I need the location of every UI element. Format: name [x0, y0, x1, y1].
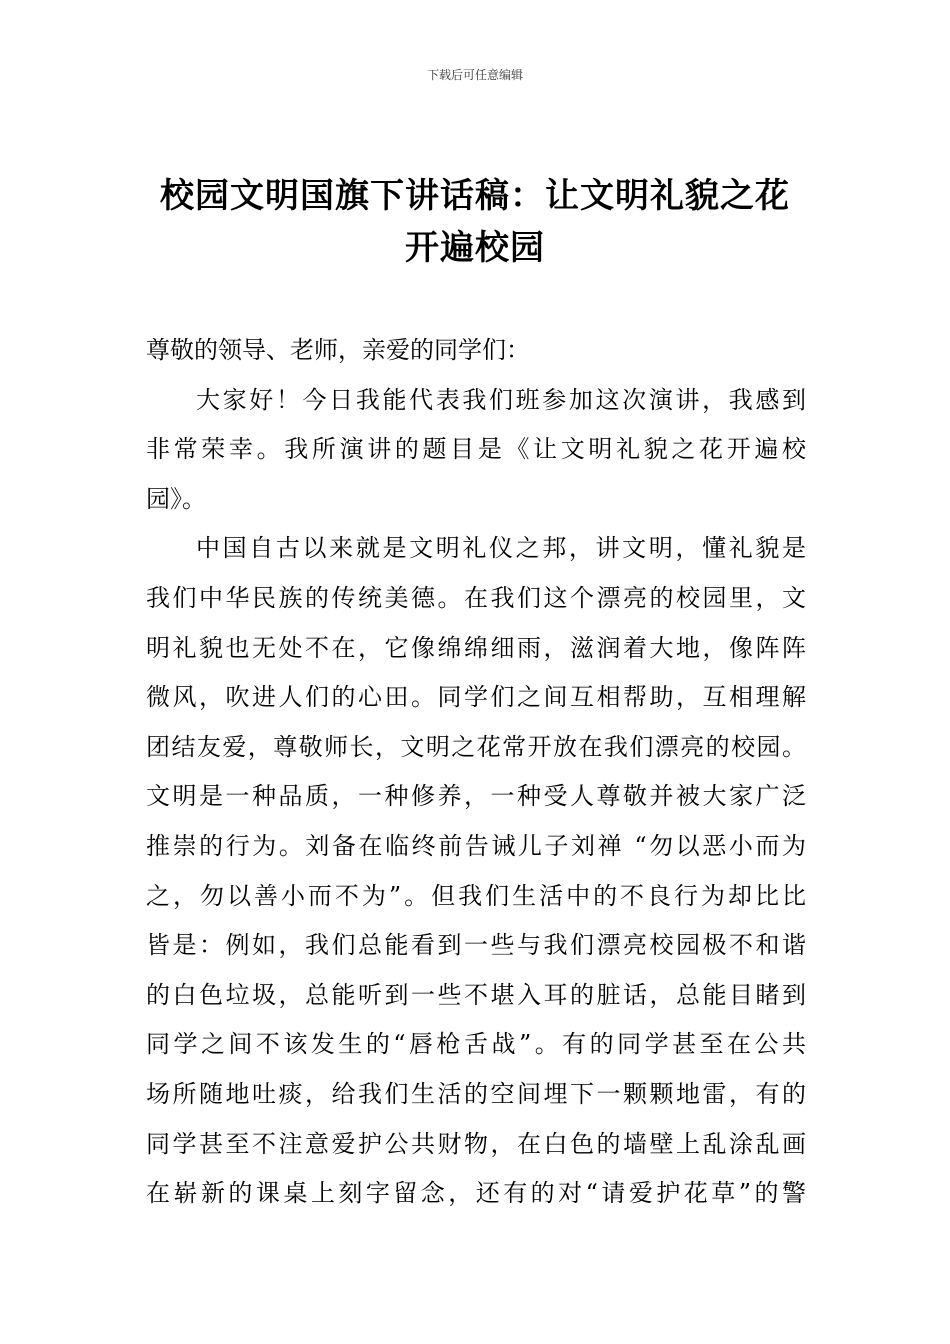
title-line-2: 开遍校园: [405, 228, 545, 268]
paragraph-line: 的白色垃圾，总能听到一些不堪入耳的脏话，总能目睹到: [146, 980, 806, 1009]
paragraph-line: 非常荣幸。我所演讲的题目是《让文明礼貌之花开遍校: [146, 435, 806, 464]
paragraph-line: 中国自古以来就是文明礼仪之邦，讲文明，懂礼貌是: [196, 534, 806, 563]
document-body: [146, 326, 806, 1219]
paragraph-line: 之，勿以善小而不为”。但我们生活中的不良行为却比比: [146, 881, 806, 910]
page-header: 下载后可任意编辑: [426, 68, 523, 82]
paragraph-line: 明礼貌也无处不在，它像绵绵细雨，滋润着大地，像阵阵: [146, 633, 806, 662]
title-line-1: 校园文明国旗下讲话稿：让文明礼貌之花: [160, 176, 790, 216]
paragraph-line: 微风，吹进人们的心田。同学们之间互相帮助，互相理解: [146, 683, 806, 712]
paragraph-line: 大家好！今日我能代表我们班参加这次演讲，我感到: [196, 385, 806, 414]
document-title: [130, 170, 820, 274]
paragraph-line: 文明是一种品质，一种修养，一种受人尊敬并被大家广泛: [146, 782, 806, 811]
salutation: 尊敬的领导、老师，亲爱的同学们：: [146, 336, 530, 364]
paragraph-line: 在崭新的课桌上刻字留念，还有的对“请爱护花草”的警: [146, 1179, 806, 1208]
paragraph-2: [146, 524, 806, 1218]
paragraph-1: [146, 376, 806, 525]
paragraph-line: 推崇的行为。刘备在临终前告诫儿子刘禅 “勿以恶小而为: [146, 831, 806, 860]
paragraph-line: 皆是：例如，我们总能看到一些与我们漂亮校园极不和谐: [146, 931, 806, 960]
paragraph-line: 我们中华民族的传统美德。在我们这个漂亮的校园里，文: [146, 583, 806, 612]
paragraph-line: 园》。: [146, 484, 206, 513]
paragraph-line: 团结友爱，尊敬师长，文明之花常开放在我们漂亮的校园。: [146, 732, 806, 761]
paragraph-line: 同学之间不该发生的“唇枪舌战”。有的同学甚至在公共: [146, 1030, 806, 1059]
paragraph-line: 同学甚至不注意爱护公共财物，在白色的墙壁上乱涂乱画: [146, 1129, 806, 1158]
paragraph-line: 场所随地吐痰，给我们生活的空间埋下一颗颗地雷，有的: [146, 1079, 806, 1108]
